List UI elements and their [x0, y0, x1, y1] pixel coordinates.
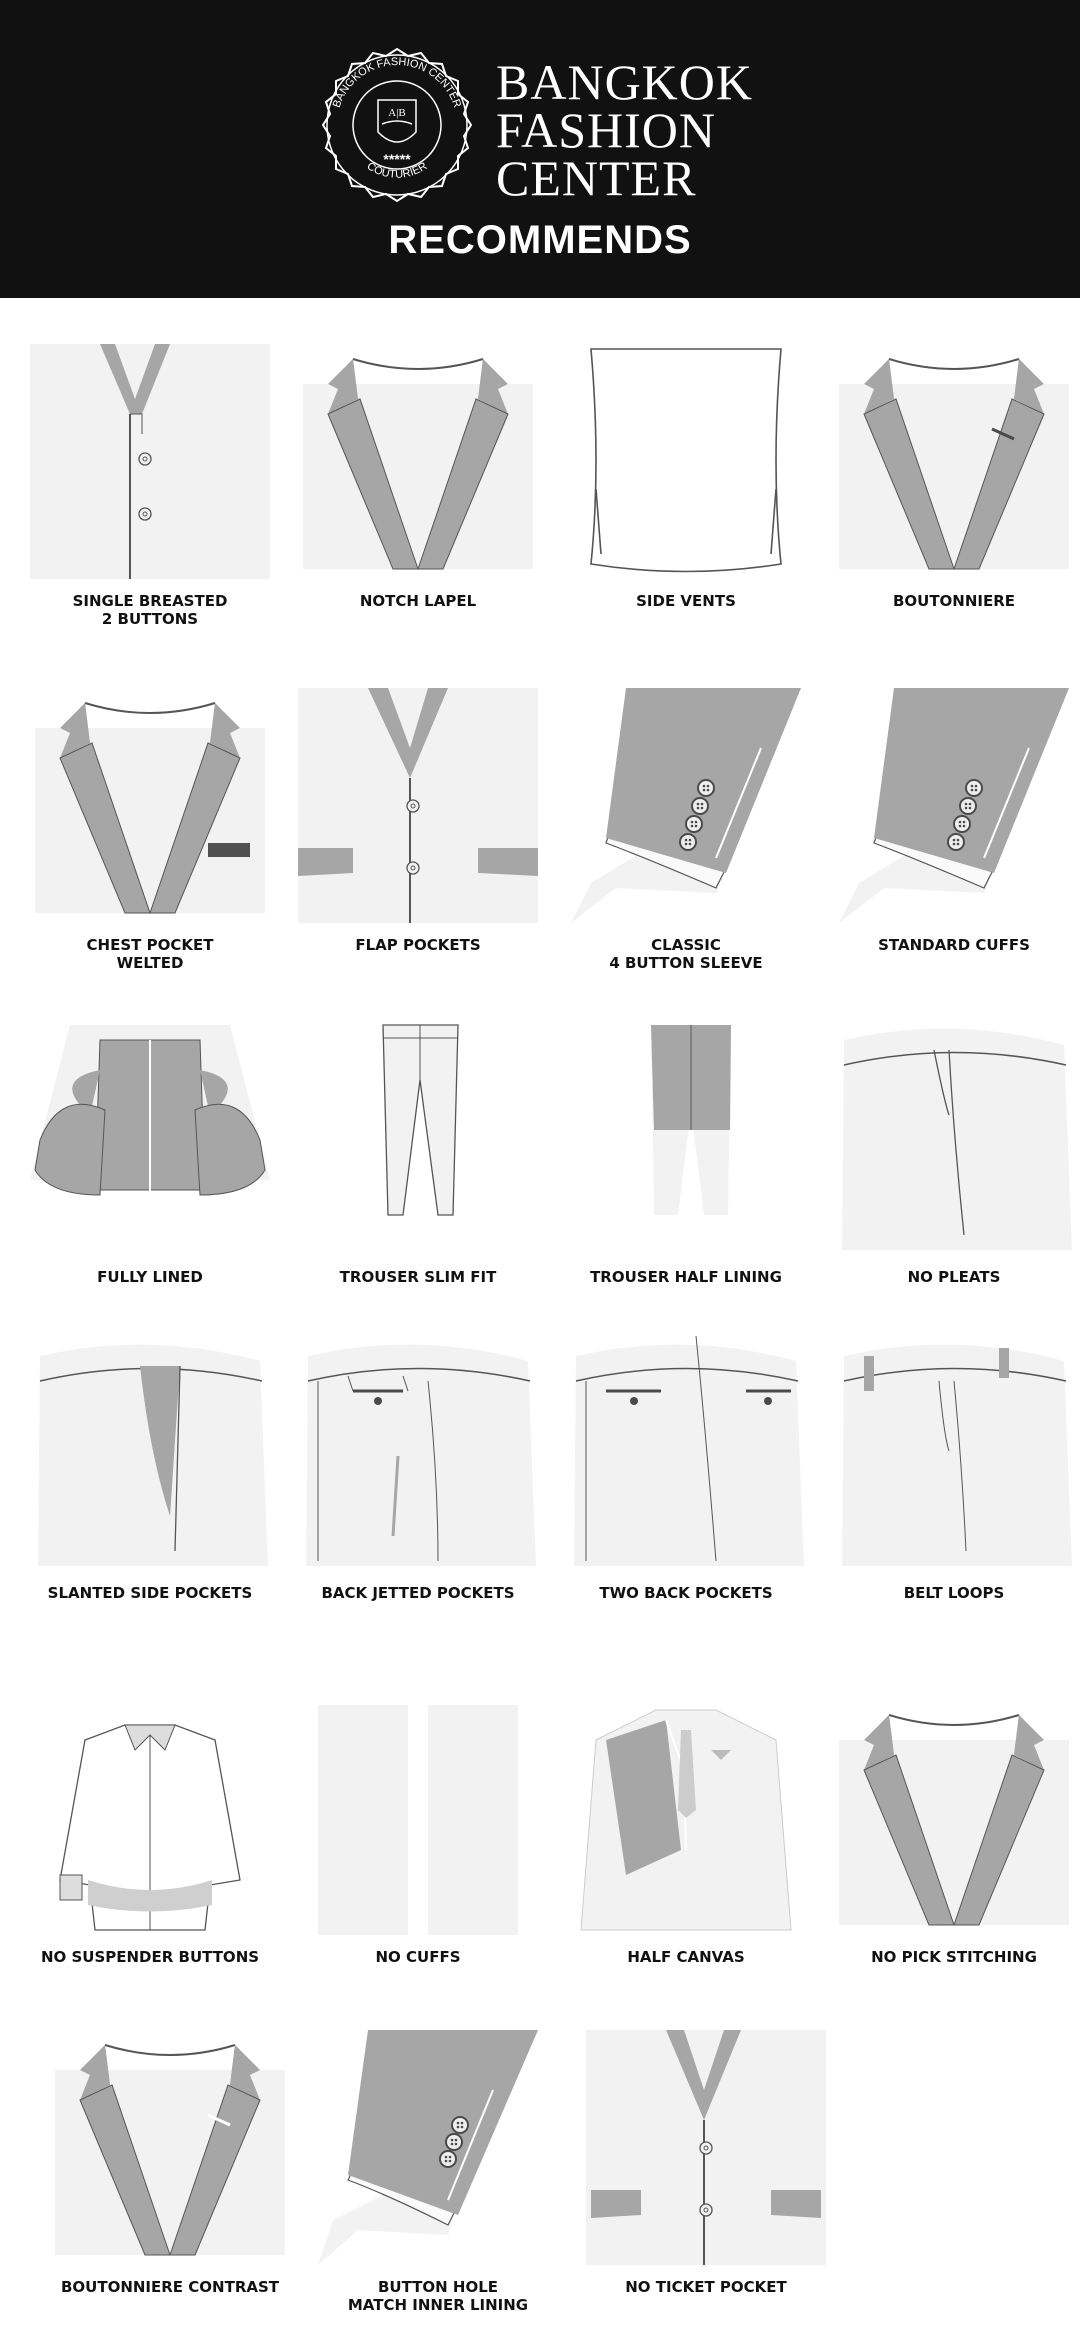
feature-label: BELT LOOPS: [903, 1584, 1005, 1602]
sleeve-four-buttons-icon: [566, 688, 806, 928]
feature-tile: [286, 1700, 550, 1990]
feature-label: FLAP POCKETS: [355, 936, 481, 954]
feature-label: BOUTONNIERE: [892, 592, 1016, 610]
feature-tile: [822, 1700, 1080, 1990]
feature-tile: [822, 688, 1080, 978]
feature-tile: [286, 1336, 550, 1626]
seal-bottom-text: COUTURIER: [364, 160, 430, 181]
feature-label: NO PICK STITCHING: [871, 1948, 1037, 1966]
header-banner: [0, 0, 1080, 298]
page-subtitle: RECOMMENDS: [388, 218, 692, 262]
feature-tile: [822, 1336, 1080, 1626]
svg-text:BANGKOK FASHION CENTER: [331, 56, 463, 109]
feature-tile: [286, 688, 550, 978]
feature-tile: [554, 1020, 818, 1310]
feature-tile: [18, 344, 282, 634]
feature-label: NO TICKET POCKET: [625, 2278, 787, 2296]
seal-stars: *****: [383, 151, 411, 167]
single-breasted-jacket-icon: [30, 344, 270, 584]
boutonniere-lapel-icon: [834, 344, 1074, 584]
jacket-lining-icon: [30, 1020, 270, 1260]
two-back-pockets-icon: [566, 1336, 806, 1576]
feature-label: STANDARD CUFFS: [878, 936, 1030, 954]
brand-line: BANGKOK: [496, 54, 753, 110]
brand-line: CENTER: [496, 150, 697, 206]
notch-lapel-icon: [298, 344, 538, 584]
feature-label: FULLY LINED: [97, 1268, 203, 1286]
feature-tile: [574, 2030, 838, 2320]
feature-label: CHEST POCKET WELTED: [86, 936, 214, 972]
feature-label: TWO BACK POCKETS: [599, 1584, 773, 1602]
brand-seal-icon: [312, 40, 482, 210]
feature-tile: [554, 1700, 818, 1990]
feature-label: NO CUFFS: [375, 1948, 461, 1966]
brand-line: FASHION: [496, 102, 716, 158]
plain-lapel-icon: [834, 1700, 1074, 1940]
brand-name: [496, 54, 753, 206]
feature-tile: [18, 1700, 282, 1990]
feature-label: CLASSIC 4 BUTTON SLEEVE: [609, 936, 763, 972]
back-jetted-pocket-icon: [298, 1336, 538, 1576]
half-canvas-jacket-icon: [566, 1700, 806, 1940]
no-ticket-pocket-icon: [586, 2030, 826, 2270]
feature-tile: [554, 344, 818, 634]
feature-label: BOUTONNIERE CONTRAST: [60, 2278, 280, 2296]
shirt-icon: [30, 1700, 270, 1940]
feature-tile: [18, 1336, 282, 1626]
feature-tile: [306, 2030, 570, 2320]
side-vents-icon: [566, 344, 806, 584]
sleeve-cuff-icon: [834, 688, 1074, 928]
feature-label: NOTCH LAPEL: [359, 592, 477, 610]
belt-loops-icon: [834, 1336, 1074, 1576]
feature-label: BUTTON HOLE MATCH INNER LINING: [347, 2278, 529, 2314]
chest-pocket-icon: [30, 688, 270, 928]
flap-pockets-icon: [298, 688, 538, 928]
seal-monogram: A|B: [388, 107, 406, 119]
feature-tile: [18, 1020, 282, 1310]
feature-label: HALF CANVAS: [627, 1948, 745, 1966]
feature-tile: [554, 1336, 818, 1626]
feature-tile: [18, 688, 282, 978]
feature-tile: [286, 344, 550, 634]
feature-label: NO PLEATS: [907, 1268, 1001, 1286]
half-lined-trousers-icon: [566, 1020, 806, 1260]
feature-label: TROUSER HALF LINING: [590, 1268, 782, 1286]
contrast-boutonniere-icon: [50, 2030, 290, 2270]
feature-tile: [822, 344, 1080, 634]
seal-ring-text: BANGKOK FASHION CENTER: [330, 55, 464, 110]
feature-label: TROUSER SLIM FIT: [339, 1268, 497, 1286]
feature-label: SLANTED SIDE POCKETS: [47, 1584, 253, 1602]
sleeve-buttonhole-icon: [318, 2030, 558, 2270]
slanted-pocket-icon: [30, 1336, 270, 1576]
trouser-legs-no-cuffs-icon: [298, 1700, 538, 1940]
feature-tile: [822, 1020, 1080, 1310]
no-pleats-trouser-icon: [834, 1020, 1074, 1260]
feature-label: BACK JETTED POCKETS: [321, 1584, 515, 1602]
feature-tile: [38, 2030, 302, 2320]
feature-label: SIDE VENTS: [636, 592, 736, 610]
feature-tile: [554, 688, 818, 978]
feature-tile: [286, 1020, 550, 1310]
feature-label: NO SUSPENDER BUTTONS: [40, 1948, 260, 1966]
slim-trousers-icon: [298, 1020, 538, 1260]
feature-label: SINGLE BREASTED 2 BUTTONS: [72, 592, 228, 628]
